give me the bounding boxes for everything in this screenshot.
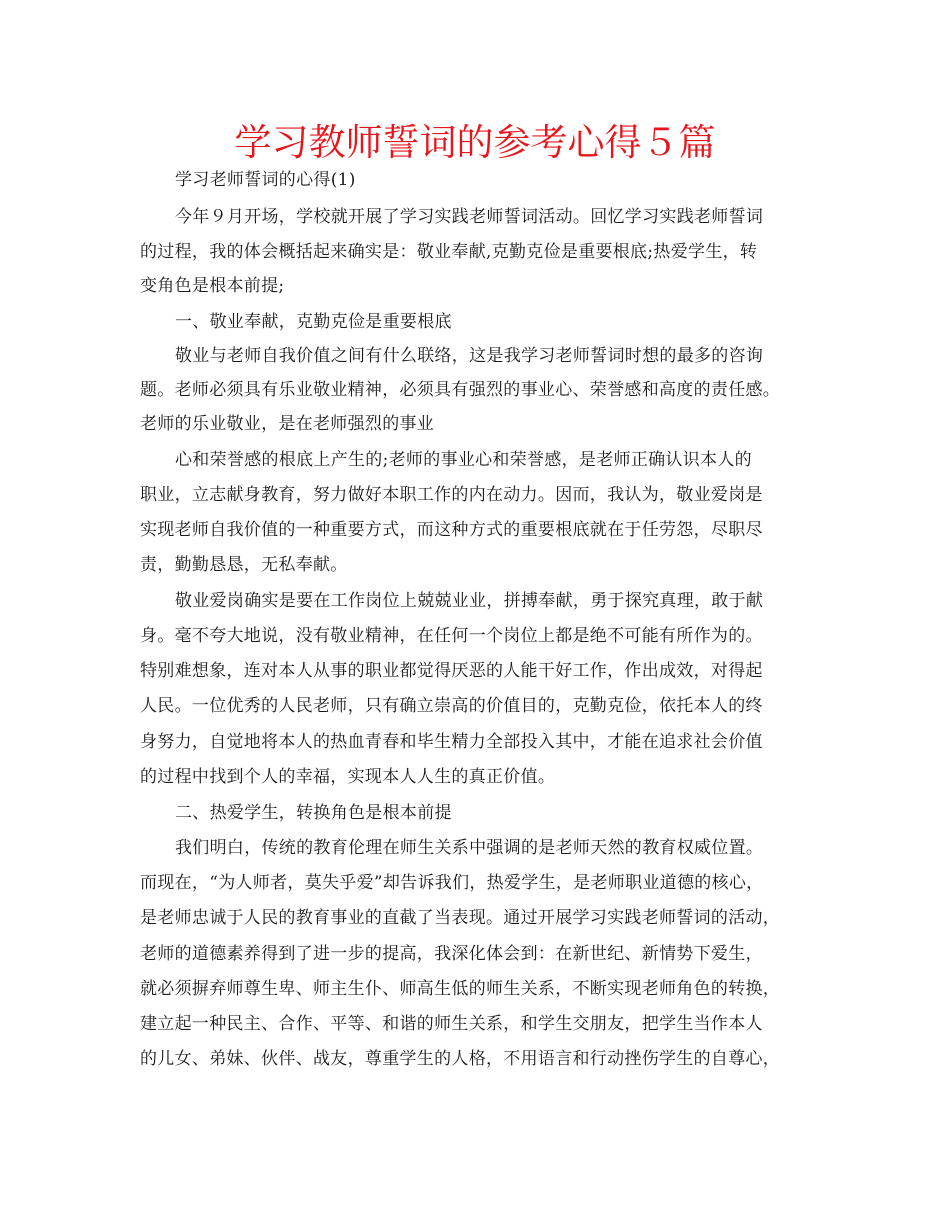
paragraph-line: 的过程，我的体会概括起来确实是：敬业奉献,克勤克俭是重要根底;热爱学生，转 [140,242,758,262]
document-title: 学习教师誓词的参考心得５篇 [234,121,716,164]
paragraph-line: 老师的道德素养得到了进一步的提高，我深化体会到：在新世纪、新情势下爱生， [140,944,763,964]
paragraph-line: 敬业与老师自我价值之间有什么联络，这是我学习老师誓词时想的最多的咨询 [175,346,764,366]
paragraph-line: 身。毫不夸大地说，没有敬业精神，在任何一个岗位上都是绝不可能有所作为的。 [140,626,763,646]
paragraph-line: 身努力，自觉地将本人的热血青春和毕生精力全部投入其中，才能在追求社会价值 [140,732,763,752]
section-heading: 一、敬业奉献，克勤克俭是重要根底 [175,312,452,332]
paragraph-line: 职业，立志献身教育，努力做好本职工作的内在动力。因而，我认为，敬业爱岗是 [140,485,763,505]
paragraph-line: 今年９月开场，学校就开展了学习实践老师誓词活动。回忆学习实践老师誓词 [175,207,764,227]
paragraph-line: 而现在，“为人师者，莫失乎爱”却告诉我们，热爱学生，是老师职业道德的核心， [140,873,764,893]
paragraph-line: 人民。一位优秀的人民老师，只有确立崇高的价值目的，克勤克俭，依托本人的终 [140,696,763,716]
paragraph-line: 老师的乐业敬业，是在老师强烈的事业 [140,414,435,434]
paragraph-line: 变角色是根本前提; [140,276,285,296]
paragraph-line: 的过程中找到个人的幸福，实现本人人生的真正价值。 [140,767,556,787]
paragraph-line: 就必须摒弃师尊生卑、师主生仆、师高生低的师生关系，不断实现老师角色的转换， [140,979,781,999]
paragraph-line: 是老师忠诚于人民的教育事业的直截了当表现。通过开展学习实践老师誓词的活动， [140,908,781,928]
paragraph-line: 心和荣誉感的根底上产生的;老师的事业心和荣誉感，是老师正确认识本人的 [175,450,752,470]
paragraph-line: 责，勤勤恳恳，无私奉献。 [140,555,348,575]
paragraph-line: 的儿女、弟妹、伙伴、战友，尊重学生的人格，不用语言和行动挫伤学生的自尊心， [140,1049,781,1069]
paragraph-line: 实现老师自我价值的一种重要方式，而这种方式的重要根底就在于任劳怨，尽职尽 [140,520,763,540]
paragraph-line: 我们明白，传统的教育伦理在师生关系中强调的是老师天然的教育权威位置。 [175,838,764,858]
paragraph-line: 题。老师必须具有乐业敬业精神，必须具有强烈的事业心、荣誉感和高度的责任感。 [140,380,781,400]
section-heading: 学习老师誓词的心得(1) [175,170,356,190]
paragraph-line: 建立起一种民主、合作、平等、和谐的师生关系，和学生交朋友，把学生当作本人 [140,1014,763,1034]
paragraph-line: 特别难想象，连对本人从事的职业都觉得厌恶的人能干好工作，作出成效，对得起 [140,661,763,681]
section-heading: 二、热爱学生，转换角色是根本前提 [175,803,452,823]
paragraph-line: 敬业爱岗确实是要在工作岗位上兢兢业业，拼搏奉献，勇于探究真理，敢于献 [175,591,764,611]
